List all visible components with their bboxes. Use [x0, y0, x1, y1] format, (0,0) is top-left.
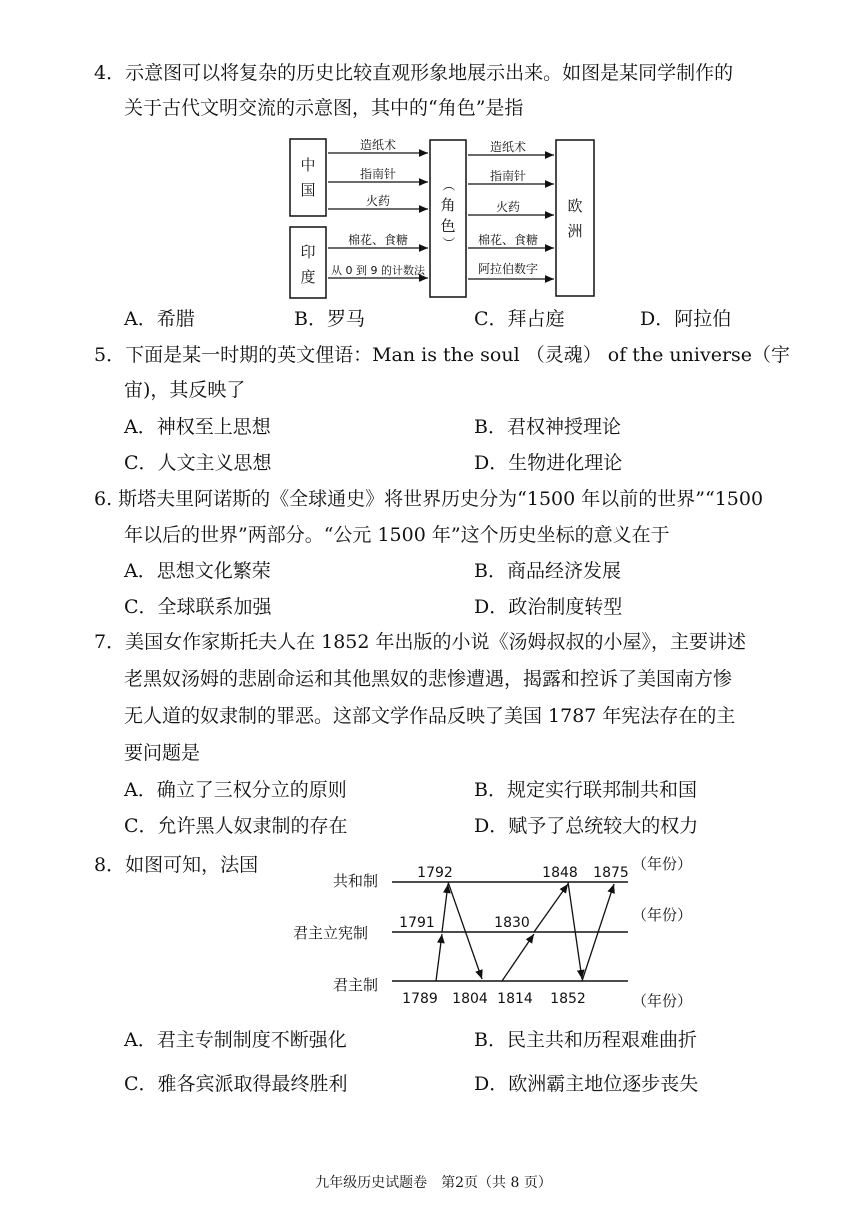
- role-char-4: ）: [440, 236, 455, 250]
- civilization-exchange-diagram: [280, 133, 600, 303]
- q5-option-c[interactable]: C．人文主义思想: [124, 452, 272, 474]
- europe-char-2: 洲: [567, 222, 583, 240]
- left-label-cotton-sugar: 棉花、食糖: [347, 233, 409, 247]
- q6-option-a[interactable]: A．思想文化繁荣: [124, 560, 271, 582]
- france-regime-diagram: [270, 850, 700, 1015]
- india-char-2: 度: [300, 268, 316, 286]
- q8-stem: 8．如图可知，法国: [94, 854, 259, 876]
- q7-line4: 要问题是: [124, 742, 201, 764]
- right-label-arabic-numerals: 阿拉伯数字: [477, 262, 539, 276]
- q7-line1: 7．美国女作家斯托夫人在 1852 年出版的小说《汤姆叔叔的小屋》，主要讲述: [94, 631, 747, 653]
- q6-line1: 6. 斯塔夫里阿诺斯的《全球通史》将世界历史分为“1500 年以前的世界”“1500: [94, 488, 764, 510]
- q6-option-b[interactable]: B．商品经济发展: [474, 560, 621, 582]
- q4-option-a[interactable]: A．希腊: [124, 308, 195, 330]
- china-char-2: 国: [300, 181, 316, 199]
- q7-option-c[interactable]: C．允许黑人奴隶制的存在: [124, 815, 348, 837]
- q6-line2: 年以后的世界”两部分。“公元 1500 年”这个历史坐标的意义在于: [124, 524, 670, 546]
- q8-option-c[interactable]: C．雅各宾派取得最终胜利: [124, 1073, 348, 1095]
- q5-option-b[interactable]: B．君权神授理论: [474, 416, 621, 438]
- year-1804: 1804: [452, 991, 488, 1007]
- row-label-republic: 共和制: [332, 872, 378, 890]
- unit-label-republic: （年份）: [632, 855, 693, 873]
- right-label-compass: 指南针: [489, 169, 527, 183]
- right-label-paper: 造纸术: [489, 140, 527, 154]
- page-footer: 九年级历史试题卷 第2页（共 8 页）: [315, 1175, 552, 1191]
- role-char-1: （: [440, 178, 455, 192]
- q6-option-c[interactable]: C．全球联系加强: [124, 596, 272, 618]
- q5-line1: 5．下面是某一时期的英文俚语：Man is the soul （灵魂） of the universe（宇: [94, 344, 791, 366]
- right-label-gunpowder: 火药: [495, 200, 521, 214]
- arrow-1830-1848: [534, 884, 568, 932]
- year-1875: 1875: [593, 865, 629, 881]
- role-char-2: 角: [440, 196, 456, 214]
- q5-line2: 宙)，其反映了: [124, 379, 246, 401]
- q7-option-b[interactable]: B．规定实行联邦制共和国: [474, 779, 697, 801]
- left-label-compass: 指南针: [359, 167, 397, 181]
- q4-option-b[interactable]: B．罗马: [294, 308, 365, 330]
- q5-option-a[interactable]: A．神权至上思想: [124, 416, 271, 438]
- right-label-cotton-sugar: 棉花、食糖: [477, 233, 539, 247]
- q7-option-a[interactable]: A．确立了三权分立的原则: [124, 779, 347, 801]
- q4-line1: 4．示意图可以将复杂的历史比较直观形象地展示出来。如图是某同学制作的: [94, 62, 734, 84]
- left-label-gunpowder: 火药: [365, 194, 391, 208]
- role-char-3: 色: [440, 217, 456, 235]
- q8-option-d[interactable]: D．欧洲霸主地位逐步丧失: [474, 1073, 699, 1095]
- india-char-1: 印: [300, 243, 316, 261]
- row-label-monarchy: 君主制: [332, 976, 378, 994]
- europe-box: [556, 140, 594, 296]
- unit-label-constitutional: （年份）: [632, 906, 693, 924]
- q8-option-a[interactable]: A．君主专制制度不断强化: [124, 1029, 347, 1051]
- arrow-1792-1804: [448, 882, 482, 979]
- q7-option-d[interactable]: D．赋予了总统较大的权力: [474, 815, 699, 837]
- left-label-numerals: 从 0 到 9 的计数法: [331, 264, 425, 277]
- year-1792: 1792: [417, 865, 453, 881]
- year-1789: 1789: [402, 991, 438, 1007]
- unit-label-monarchy: （年份）: [632, 992, 693, 1010]
- arrow-1791-1792: [442, 884, 448, 932]
- left-label-paper: 造纸术: [359, 138, 397, 152]
- row-label-constitutional: 君主立宪制: [292, 924, 368, 942]
- china-char-1: 中: [300, 156, 316, 174]
- q7-line2: 老黑奴汤姆的悲剧命运和其他黑奴的悲惨遭遇，揭露和控诉了美国南方惨: [124, 668, 733, 690]
- q5-option-d[interactable]: D．生物进化理论: [474, 452, 623, 474]
- india-box: [290, 227, 326, 298]
- year-1848: 1848: [542, 865, 578, 881]
- europe-char-1: 欧: [567, 197, 583, 215]
- arrow-1814-1830: [502, 934, 534, 981]
- q7-line3: 无人道的奴隶制的罪恶。这部文学作品反映了美国 1787 年宪法存在的主: [124, 705, 736, 727]
- year-1852: 1852: [550, 991, 586, 1007]
- year-1791: 1791: [399, 915, 435, 931]
- q6-option-d[interactable]: D．政治制度转型: [474, 596, 623, 618]
- arrow-1848-1852: [568, 882, 582, 979]
- q4-line2: 关于古代文明交流的示意图，其中的“角色”是指: [124, 97, 524, 119]
- year-1814: 1814: [497, 991, 533, 1007]
- china-box: [290, 139, 326, 216]
- arrow-1789-1791: [436, 934, 442, 981]
- q4-option-c[interactable]: C．拜占庭: [474, 308, 565, 330]
- year-1830: 1830: [494, 915, 530, 931]
- q4-option-d[interactable]: D．阿拉伯: [640, 308, 732, 330]
- q8-option-b[interactable]: B．民主共和历程艰难曲折: [474, 1029, 697, 1051]
